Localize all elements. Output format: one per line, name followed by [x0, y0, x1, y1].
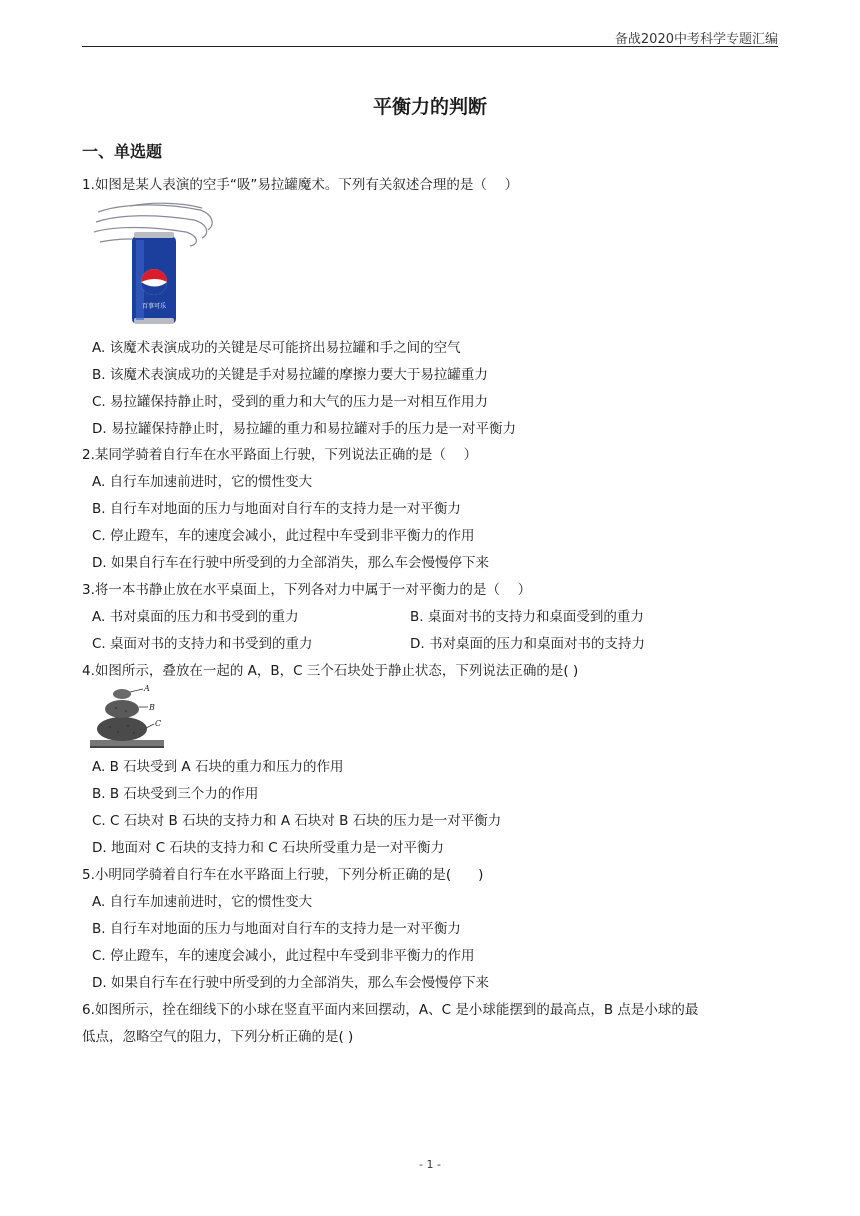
question-2-option-d: D. 如果自行车在行驶中所受到的力全部消失，那么车会慢慢停下来 — [92, 555, 489, 571]
question-4-option-b: B. B 石块受到三个力的作用 — [92, 786, 259, 802]
label-c: C — [155, 719, 162, 728]
question-1-option-a: A. 该魔术表演成功的关键是尽可能挤出易拉罐和手之间的空气 — [92, 340, 461, 356]
header-divider — [82, 46, 778, 47]
question-6-stem-line-1: 6.如图所示，拴在细线下的小球在竖直平面内来回摆动，A、C 是小球能摆到的最高点，B 点是小球的最 — [82, 1002, 699, 1018]
question-1-option-b: B. 该魔术表演成功的关键是手对易拉罐的摩擦力要大于易拉罐重力 — [92, 367, 488, 383]
question-1-option-d: D. 易拉罐保持静止时，易拉罐的重力和易拉罐对手的压力是一对平衡力 — [92, 421, 516, 437]
page-title: 平衡力的判断 — [372, 96, 487, 118]
can-label: 百事可乐 — [141, 303, 167, 310]
question-5-option-a: A. 自行车加速前进时，它的惯性变大 — [92, 894, 313, 910]
question-2-option-a: A. 自行车加速前进时，它的惯性变大 — [92, 474, 313, 490]
question-4-option-a: A. B 石块受到 A 石块的重力和压力的作用 — [92, 759, 344, 775]
question-5-option-b: B. 自行车对地面的压力与地面对自行车的支持力是一对平衡力 — [92, 921, 461, 937]
question-3-option-c: C. 桌面对书的支持力和书受到的重力 — [92, 636, 313, 652]
stone-b — [105, 700, 139, 718]
section-heading: 一、单选题 — [82, 142, 163, 161]
question-1-option-c: C. 易拉罐保持静止时，受到的重力和大气的压力是一对相互作用力 — [92, 394, 489, 410]
magic-can-figure — [90, 200, 220, 330]
question-2-option-c: C. 停止蹬车，车的速度会减小，此过程中车受到非平衡力的作用 — [92, 528, 475, 544]
soda-can — [132, 232, 176, 324]
question-4-option-c: C. C 石块对 B 石块的支持力和 A 石块对 B 石块的压力是一对平衡力 — [92, 813, 502, 829]
question-3-stem: 3.将一本书静止放在水平桌面上，下列各对力中属于一对平衡力的是（ ） — [82, 582, 532, 598]
question-3-option-d: D. 书对桌面的压力和桌面对书的支持力 — [410, 636, 645, 652]
question-4-stem: 4.如图所示，叠放在一起的 A，B，C 三个石块处于静止状态，下列说法正确的是( ) — [82, 663, 579, 679]
page-number: - 1 - — [419, 1158, 441, 1171]
question-4-option-d: D. 地面对 C 石块的支持力和 C 石块所受重力是一对平衡力 — [92, 840, 444, 856]
question-5-option-c: C. 停止蹬车，车的速度会减小，此过程中车受到非平衡力的作用 — [92, 948, 475, 964]
question-1-stem: 1.如图是某人表演的空手“吸”易拉罐魔术。下列有关叙述合理的是（ ） — [82, 177, 519, 193]
question-3-option-b: B. 桌面对书的支持力和桌面受到的重力 — [410, 609, 644, 625]
page-header: 备战2020中考科学专题汇编 — [614, 32, 778, 47]
question-2-option-b: B. 自行车对地面的压力与地面对自行车的支持力是一对平衡力 — [92, 501, 461, 517]
question-2-stem: 2.某同学骑着自行车在水平路面上行驶，下列说法正确的是（ ） — [82, 447, 478, 463]
question-3-option-a: A. 书对桌面的压力和书受到的重力 — [92, 609, 299, 625]
question-5-stem: 5.小明同学骑着自行车在水平路面上行驶，下列分析正确的是( ) — [82, 867, 484, 883]
stone-a — [113, 689, 131, 699]
stacked-stones-figure — [88, 682, 168, 754]
question-5-option-d: D. 如果自行车在行驶中所受到的力全部消失，那么车会慢慢停下来 — [92, 975, 489, 991]
stone-c — [97, 717, 147, 741]
label-b: B — [149, 703, 155, 712]
label-a: A — [144, 684, 150, 693]
question-6-stem-line-2: 低点，忽略空气的阻力，下列分析正确的是( ) — [82, 1029, 354, 1045]
